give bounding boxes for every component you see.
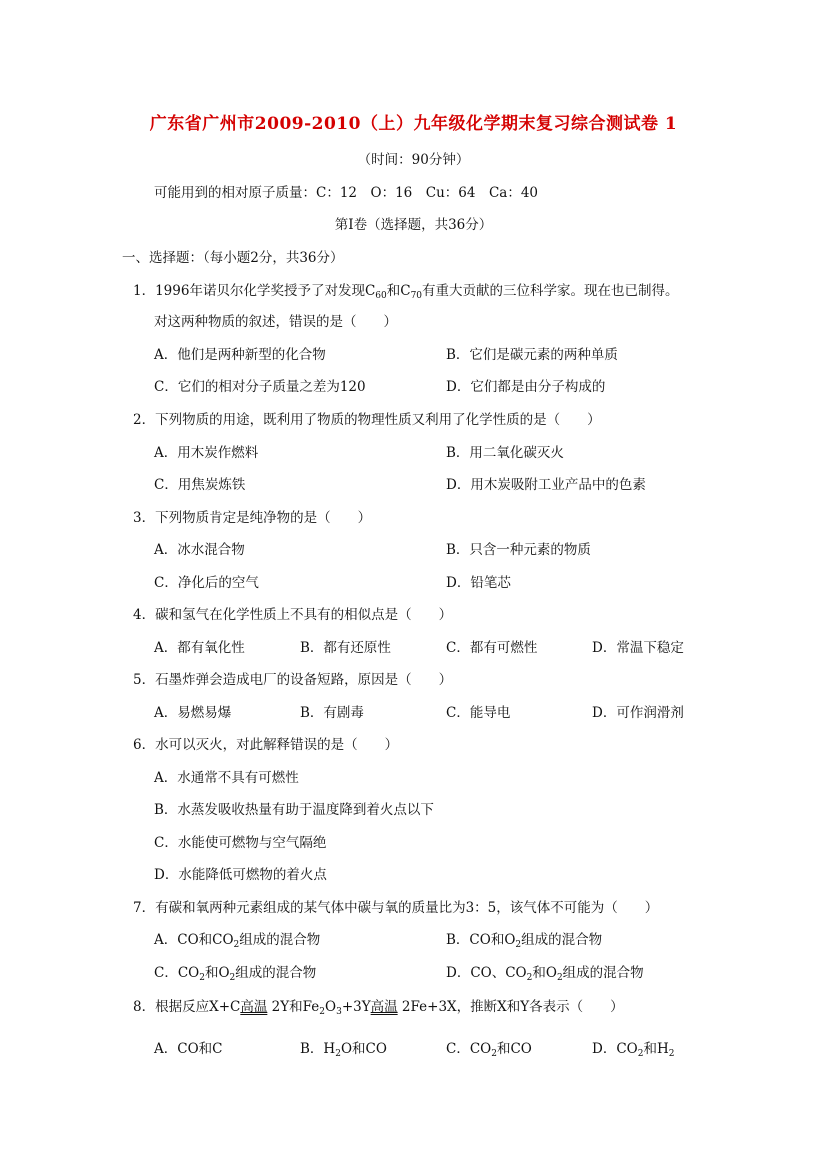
- q8-text-o: O: [325, 999, 337, 1015]
- q8-d-sub2: 2: [668, 1049, 675, 1059]
- q8-c-text1: C．CO: [446, 1041, 492, 1057]
- q8-d-text2: 和H: [643, 1041, 669, 1057]
- q6-option-c: C．水能使可燃物与空气隔绝: [154, 835, 327, 851]
- q5-option-c: C．能导电: [446, 705, 511, 721]
- q7-c-sub2: 2: [229, 973, 236, 983]
- q8-b-sub: 2: [335, 1049, 341, 1059]
- q4-option-c: C．都有可燃性: [446, 640, 538, 656]
- q7-option-b: [446, 931, 602, 949]
- q7-option-d: [446, 964, 644, 982]
- q3-option-c: C．净化后的空气: [154, 575, 259, 591]
- question-4-stem: 4．碳和氢气在化学性质上不具有的相似点是（ ）: [133, 607, 453, 623]
- q1-option-a: A．他们是两种新型的化合物: [154, 347, 326, 363]
- q7-c-sub1: 2: [199, 973, 205, 983]
- q4-option-a: A．都有氧化性: [154, 640, 245, 656]
- q1-option-c: C．它们的相对分子质量之差为120: [154, 379, 366, 395]
- question-7-stem: 7．有碳和氧两种元素组成的某气体中碳与氧的质量比为3：5，该气体不可能为（ ）: [133, 900, 659, 916]
- part-title: 第Ⅰ卷（选择题，共36分）: [334, 217, 493, 233]
- q8-condition-2: 高温: [370, 999, 398, 1015]
- q7-d-sub2: 2: [556, 973, 563, 983]
- q3-option-a: A．冰水混合物: [154, 542, 245, 558]
- q7-b-text1: B．CO和O: [446, 932, 516, 948]
- page-title: 广东省广州市2009-2010（上）九年级化学期末复习综合测试卷 1: [149, 114, 678, 134]
- q2-option-c: C．用焦炭炼铁: [154, 477, 246, 493]
- q1-text-e: 有重大贡献的三位科学家。现在也已制得。: [422, 283, 679, 299]
- q4-option-b: B．都有还原性: [300, 640, 391, 656]
- q8-text1: 8．根据反应X+C: [133, 999, 241, 1015]
- q7-d-sub1: 2: [526, 973, 533, 983]
- q5-option-b: B．有剧毒: [300, 705, 364, 721]
- q7-c-text2: 和O: [204, 965, 230, 981]
- q8-option-b: [300, 1040, 387, 1058]
- q7-a-sub: 2: [233, 940, 240, 950]
- q8-b-text2: O和CO: [340, 1041, 387, 1057]
- question-5-stem: 5．石墨炸弹会造成电厂的设备短路，原因是（ ）: [133, 672, 453, 688]
- q8-b-text1: B．H: [300, 1041, 336, 1057]
- q5-option-a: A．易燃易爆: [154, 705, 232, 721]
- q8-option-c: [446, 1040, 532, 1058]
- q6-option-d: D．水能降低可燃物的着火点: [154, 867, 327, 883]
- q2-option-b: B．用二氧化碳灭火: [446, 445, 564, 461]
- q8-condition-1: 高温: [240, 999, 268, 1015]
- atomic-mass-note: 可能用到的相对原子质量：C：12 O：16 Cu：64 Ca：40: [154, 185, 539, 201]
- q6-option-a: A．水通常不具有可燃性: [154, 770, 299, 786]
- q7-c-text3: 组成的混合物: [235, 965, 317, 981]
- q7-option-c: [154, 964, 316, 982]
- q1-sub-60: 60: [375, 291, 387, 301]
- q8-option-d: [592, 1040, 674, 1058]
- q1-option-d: D．它们都是由分子构成的: [446, 379, 606, 395]
- q7-b-sub: 2: [515, 940, 522, 950]
- q8-d-sub1: 2: [637, 1049, 644, 1059]
- q4-option-d: D．常温下稳定: [592, 640, 684, 656]
- q1-text-c: 和C: [386, 283, 411, 299]
- q7-b-text2: 组成的混合物: [521, 932, 603, 948]
- q5-option-d: D．可作润滑剂: [592, 705, 684, 721]
- q3-option-b: B．只含一种元素的物质: [446, 542, 591, 558]
- q2-option-d: D．用木炭吸附工业产品中的色素: [446, 477, 646, 493]
- question-6-stem: 6．水可以灭火，对此解释错误的是（ ）: [133, 737, 399, 753]
- q3-option-d: D．铅笔芯: [446, 575, 511, 591]
- q7-a-text1: A．CO和CO: [154, 932, 234, 948]
- q8-sub-o: 3: [336, 1007, 342, 1017]
- question-1-stem: [133, 282, 679, 300]
- q7-d-text3: 组成的混合物: [562, 965, 644, 981]
- q2-option-a: A．用木炭作燃料: [154, 445, 259, 461]
- q8-text3: +3Y: [341, 999, 371, 1015]
- q7-d-text1: D．CO、CO: [446, 965, 527, 981]
- q1-text-a: 1．1996年诺贝尔化学奖授予了对发现C: [133, 283, 376, 299]
- q7-option-a: [154, 931, 320, 949]
- q8-sub-fe: 2: [319, 1007, 325, 1017]
- question-8-stem: [133, 998, 624, 1016]
- q8-c-sub: 2: [491, 1049, 497, 1059]
- q8-d-text1: D．CO: [592, 1041, 638, 1057]
- q7-a-text2: 组成的混合物: [239, 932, 321, 948]
- section-title: 一、选择题：（每小题2分，共36分）: [122, 250, 344, 266]
- q8-text2: 2Y和Fe: [267, 999, 320, 1015]
- question-1-stem-line2: 对这两种物质的叙述，错误的是（ ）: [154, 314, 397, 330]
- q6-option-b: B．水蒸发吸收热量有助于温度降到着火点以下: [154, 802, 434, 818]
- q8-text4: 2Fe+3X，推断X和Y各表示（ ）: [397, 999, 624, 1015]
- q8-c-text2: 和CO: [496, 1041, 532, 1057]
- q7-d-text2: 和O: [532, 965, 557, 981]
- q1-sub-70: 70: [410, 291, 423, 301]
- q8-option-a: A．CO和C: [154, 1041, 223, 1057]
- q1-option-b: B．它们是碳元素的两种单质: [446, 347, 618, 363]
- q7-c-text1: C．CO: [154, 965, 200, 981]
- time-note: （时间：90分钟）: [357, 152, 470, 168]
- question-2-stem: 2．下列物质的用途，既利用了物质的物理性质又利用了化学性质的是（ ）: [133, 412, 601, 428]
- question-3-stem: 3．下列物质肯定是纯净物的是（ ）: [133, 510, 372, 526]
